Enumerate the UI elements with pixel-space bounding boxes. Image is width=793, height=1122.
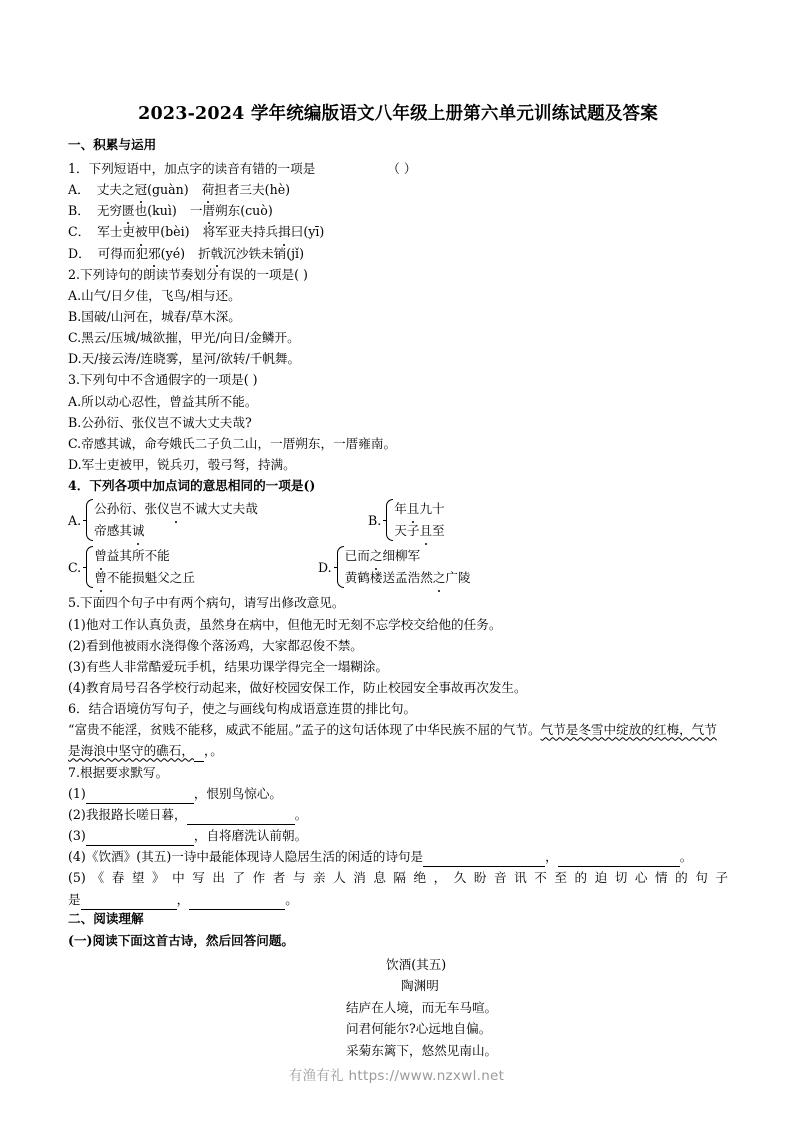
item-number: (3) bbox=[68, 828, 86, 844]
option-text: 无穷 bbox=[96, 203, 123, 219]
emphasis-dot-char: 之 bbox=[433, 567, 446, 589]
item-text: 《 春 望 》 中 写 出 了 作 者 与 亲 人 消 息 隔 绝 ， 久 盼 音 讯 不 至 的 迫 切 心 情 的 句 子 bbox=[91, 870, 728, 886]
footer-watermark: 有渔有礼 https://www.nzxwl.net bbox=[288, 1068, 505, 1084]
question-7-item-3 bbox=[68, 825, 728, 846]
question-1-stem bbox=[68, 158, 728, 179]
option-line-2 bbox=[345, 567, 471, 589]
option-line-2 bbox=[94, 520, 258, 542]
option-text: 折 bbox=[198, 245, 211, 261]
emphasis-dot-char: 荷 bbox=[202, 179, 215, 200]
item-text: 是 bbox=[68, 891, 81, 907]
emphasis-dot-char: 被 bbox=[135, 221, 148, 242]
option-text: 帝感其 bbox=[94, 523, 132, 539]
item-text: 。 bbox=[285, 891, 298, 907]
answer-blank[interactable] bbox=[423, 853, 545, 867]
section-two-subheading: (一)阅读下面这首古诗，然后回答问题。 bbox=[68, 932, 295, 948]
question-1-option-c bbox=[68, 221, 728, 242]
option-text: 沉沙铁未销(jǐ) bbox=[223, 245, 304, 261]
option-label: A． bbox=[68, 182, 90, 198]
option-text: (yé) bbox=[160, 245, 186, 261]
item-text: 我报路长嗟日暮， bbox=[85, 806, 187, 822]
section-heading-one: 一、积累与运用 bbox=[68, 137, 157, 152]
option-text: 九十 bbox=[419, 501, 445, 517]
option-text: 军士吏 bbox=[97, 224, 136, 240]
option-text: 不诚大丈夫哉 bbox=[182, 501, 258, 517]
question-6-stem: 6．结合语境仿写句子，使之与画线句构成语意连贯的排比句。 bbox=[68, 701, 417, 717]
question-5-stem: 5.下面四个句子中有两个病句，请写出修改意见。 bbox=[68, 595, 345, 611]
question-3-option-c: C.帝感其诚，命夸娥氏二子负二山，一厝朔东，一厝雍南。 bbox=[68, 435, 397, 451]
poem-line: 采菊东篱下，悠然见南山。 bbox=[346, 1043, 498, 1059]
page-title: 2023-2024 学年统编版语文八年级上册第六单元训练试题及答案 bbox=[138, 104, 658, 124]
question-2-option-d: D.天/接云涛/连晓雾，星河/欲转/千帆舞。 bbox=[68, 351, 301, 367]
option-line-2 bbox=[94, 567, 195, 589]
question-2-option-c: C.黑云/压城/城欲摧，甲光/向日/金鳞开。 bbox=[68, 330, 300, 346]
answer-blank[interactable] bbox=[187, 811, 295, 825]
option-text: 一 bbox=[189, 203, 203, 219]
emphasis-dot-char: 戟 bbox=[211, 243, 224, 264]
question-1-stem-text: 1．下列短语中，加点字的读音有错的一项是 bbox=[68, 160, 316, 176]
question-3-option-d: D.军士吏被甲，锐兵刃，彀弓弩，持满。 bbox=[68, 457, 296, 473]
document-content bbox=[68, 100, 728, 1062]
question-3-option-b: B.公孙衍、张仪岂不诚大丈夫哉? bbox=[68, 414, 252, 430]
option-text: 甲(bèi) bbox=[147, 224, 190, 240]
question-6-blank[interactable] bbox=[194, 748, 204, 762]
question-6-wavy-text: 气节是冬雪中绽放的红梅，气节是海浪中坚守的礁石， bbox=[68, 722, 717, 759]
option-text: 益其所不能 bbox=[106, 548, 170, 564]
item-number: (4) bbox=[68, 849, 86, 865]
question-5-item-1: (1)他对工作认真负责，虽然身在病中，但他无时无刻不忘学校交给他的任务。 bbox=[68, 616, 502, 632]
brace-icon bbox=[334, 545, 343, 589]
item-text: 。 bbox=[294, 806, 308, 822]
question-6-tail: ，。 bbox=[203, 743, 223, 759]
question-5-item-2: (2)看到他被雨水浇得像个落汤鸡，大家都忍俊不禁。 bbox=[68, 637, 363, 653]
option-label: B. bbox=[368, 512, 382, 528]
item-text: 。 bbox=[679, 849, 693, 865]
poem-title: 饮酒(其五) bbox=[386, 956, 447, 972]
question-7-item-1 bbox=[68, 783, 728, 804]
option-pair bbox=[92, 545, 195, 589]
question-7-item-5-line-1 bbox=[68, 867, 728, 888]
emphasis-dot-char: 匮 bbox=[122, 200, 135, 221]
question-4-stem: 4．下列各项中加点词的意思相同的一项是() bbox=[68, 478, 316, 494]
item-number: (2) bbox=[68, 806, 86, 822]
item-number: (1) bbox=[68, 785, 86, 801]
option-label: B． bbox=[68, 203, 90, 219]
item-text: ，自将磨洗认前朝。 bbox=[193, 828, 308, 844]
question-4-row-ab bbox=[68, 498, 728, 542]
option-text: 不能损魁父之丘 bbox=[106, 570, 195, 586]
question-2-option-b: B.国破/山河在，城春/草木深。 bbox=[68, 308, 241, 324]
emphasis-dot-char: 冠 bbox=[134, 179, 147, 200]
item-text: 《饮酒》(其五)一诗中最能体现诗人隐居生活的闲适的诗句是 bbox=[85, 849, 424, 865]
option-line-1 bbox=[394, 498, 444, 520]
question-1-paren: （ ） bbox=[387, 160, 417, 176]
question-5-item-3: (3)有些人非常酷爱玩手机，结果功课学得完全一塌糊涂。 bbox=[68, 658, 389, 674]
brace-icon bbox=[383, 498, 392, 542]
answer-blank[interactable] bbox=[86, 832, 194, 846]
option-text: 至 bbox=[432, 523, 445, 539]
option-text: 丈夫之 bbox=[96, 182, 135, 198]
answer-blank[interactable] bbox=[86, 790, 194, 804]
item-text: ，恨别鸟惊心。 bbox=[193, 785, 282, 801]
question-4-option-c bbox=[68, 545, 318, 589]
section-heading-two: 二、阅读理解 bbox=[68, 910, 144, 926]
question-4-option-a bbox=[68, 498, 368, 542]
option-line-2 bbox=[394, 520, 444, 542]
option-text: 天子 bbox=[394, 523, 420, 539]
option-text: 细柳军 bbox=[382, 548, 421, 564]
emphasis-dot-char: 曾 bbox=[94, 567, 107, 589]
option-pair bbox=[392, 498, 444, 542]
question-5-item-4: (4)教育局号召各学校行动起来，做好校园安保工作，防止校园安全事故再次发生。 bbox=[68, 680, 527, 696]
option-text: 公孙衍、张仪 bbox=[94, 501, 170, 517]
question-2-option-a: A.山气/日夕佳，飞鸟/相与还。 bbox=[68, 287, 241, 303]
question-7-item-2 bbox=[68, 804, 728, 825]
option-text: 广陵 bbox=[445, 570, 471, 586]
option-label: D． bbox=[68, 245, 91, 261]
question-4-option-d bbox=[318, 545, 578, 589]
option-text: 已而 bbox=[344, 548, 370, 564]
emphasis-dot-char: 邪 bbox=[148, 243, 161, 264]
option-line-1 bbox=[345, 545, 471, 567]
option-text: 年 bbox=[394, 501, 407, 517]
question-3-option-a: A.所以动心忍性，曾益其所不能。 bbox=[68, 393, 258, 409]
question-1-option-d bbox=[68, 243, 728, 264]
poem-line: 结庐在人境，而无车马喧。 bbox=[346, 999, 498, 1015]
poem-block bbox=[68, 954, 728, 1062]
question-6-body bbox=[68, 719, 728, 761]
option-text: 黄鹤楼送孟浩然 bbox=[344, 570, 433, 586]
option-text: (guàn) bbox=[147, 182, 189, 198]
question-3-stem: 3.下列句中不含通假字的一项是( ) bbox=[68, 372, 258, 388]
option-text: 曰(yī) bbox=[290, 224, 325, 240]
question-1-option-b bbox=[68, 200, 728, 221]
question-1-option-a bbox=[68, 179, 728, 200]
brace-icon bbox=[83, 545, 92, 589]
option-pair bbox=[343, 545, 471, 589]
question-7-item-5-line-2 bbox=[68, 889, 728, 910]
question-4-row-cd bbox=[68, 545, 728, 589]
question-7-stem: 7.根据要求默写。 bbox=[68, 764, 169, 780]
poem-author: 陶渊明 bbox=[401, 978, 439, 994]
item-text: ， bbox=[176, 891, 190, 907]
option-text: 担者三夫(hè) bbox=[214, 182, 291, 198]
answer-blank[interactable] bbox=[189, 896, 285, 910]
question-4-option-b bbox=[368, 498, 578, 542]
brace-icon bbox=[83, 498, 92, 542]
item-number: (5) bbox=[68, 870, 86, 886]
emphasis-dot-char: 之 bbox=[370, 545, 383, 567]
emphasis-dot-char: 诚 bbox=[132, 520, 145, 542]
option-text: 将军亚夫持兵 bbox=[202, 224, 279, 240]
emphasis-dot-char: 曾 bbox=[94, 545, 107, 567]
question-6-quote: “富贵不能淫，贫贱不能移，威武不能屈。”孟子的这句话体现了中华民族不屈的气节。 bbox=[68, 722, 541, 738]
option-pair bbox=[92, 498, 258, 542]
option-label: A. bbox=[68, 512, 82, 528]
option-label: D. bbox=[318, 559, 332, 575]
emphasis-dot-char: 岂 bbox=[170, 498, 183, 520]
emphasis-dot-char: 且 bbox=[407, 498, 420, 520]
emphasis-dot-char: 厝 bbox=[202, 200, 215, 221]
option-line-1 bbox=[94, 498, 258, 520]
option-line-1 bbox=[94, 545, 195, 567]
answer-blank[interactable] bbox=[558, 853, 680, 867]
emphasis-dot-char: 揖 bbox=[278, 221, 291, 242]
question-4-options bbox=[68, 498, 728, 589]
option-text: 朔东(cuò) bbox=[215, 203, 273, 219]
option-label: C. bbox=[68, 559, 82, 575]
option-text: 也(kuì) bbox=[134, 203, 177, 219]
option-text: 可得而犯 bbox=[97, 245, 149, 261]
emphasis-dot-char: 且 bbox=[419, 520, 432, 542]
question-2-stem: 2.下列诗句的朗读节奏划分有误的一项是( ) bbox=[68, 266, 308, 282]
poem-line: 问君何能尔?心远地自偏。 bbox=[346, 1021, 492, 1037]
item-text: ， bbox=[545, 849, 558, 865]
answer-blank[interactable] bbox=[81, 896, 177, 910]
question-7-item-4 bbox=[68, 846, 728, 867]
option-label: C． bbox=[68, 224, 91, 240]
